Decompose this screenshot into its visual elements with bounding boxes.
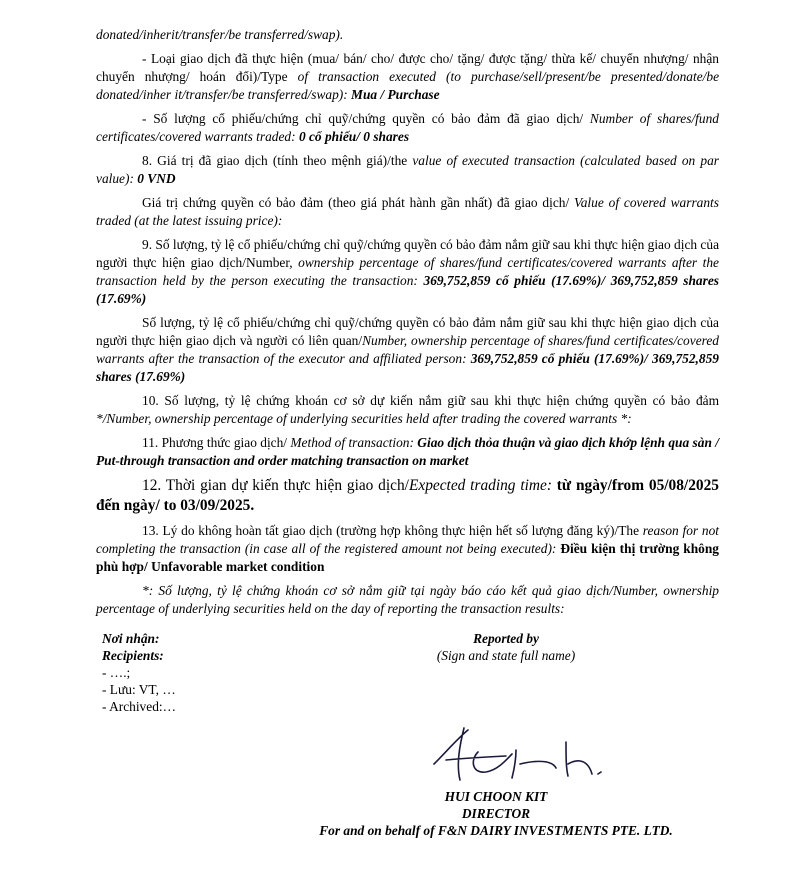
signatory-behalf: For and on behalf of F&N DAIRY INVESTMENTS PTE. LTD. xyxy=(319,823,673,838)
signatory-name: HUI CHOON KIT xyxy=(444,789,548,804)
reported-by: Reported by xyxy=(473,631,539,646)
recipient-2: - Lưu: VT, … xyxy=(102,682,176,697)
item-12-trading-time: 12. Thời gian dự kiến thực hiện giao dịch/Expected trading time: từ ngày/from 05/08/2025 đến ngày/ to 03/09/2025. xyxy=(96,477,719,514)
footnote: *: Số lượng, tỷ lệ chứng khoán cơ sở nắm giữ tại ngày báo cáo kết quả giao dịch/Number, ownership percentage of underlying securities held on the day of reporting the transaction results: xyxy=(96,583,719,616)
sign-note: (Sign and state full name) xyxy=(436,648,576,663)
signatory-title: DIRECTOR xyxy=(461,806,531,821)
recipients-block xyxy=(102,630,302,715)
transaction-type: - Loại giao dịch đã thực hiện (mua/ bán/ cho/ được cho/ tặng/ được tặng/ thừa kế/ chuyển nhượng/ nhận chuyển nhượng/ hoán đổi)/Type of transaction executed (to purchase/sell/present/be presented/donate/be donated/inher it/transfer/be transferred/swap): Mua / Purchase xyxy=(96,51,720,102)
item-13-reason: 13. Lý do không hoàn tất giao dịch (trường hợp không thực hiện hết số lượng đăng ký)/The reason for not completing the transaction (in case all of the registered amount not being executed): Điều kiện thị trường không phù hợp/ Unfavorable market condition xyxy=(96,523,719,574)
lead-line: donated/inherit/transfer/be transferred/swap). xyxy=(96,27,344,42)
recipient-3: - Archived:… xyxy=(102,699,177,714)
item-9-ownership: 9. Số lượng, tỷ lệ cổ phiếu/chứng chỉ quỹ/chứng quyền có bảo đảm nắm giữ sau khi thực hiện giao dịch của người thực hiện giao dịch/Number, ownership percentage of shares/fund certificates/covered warrants after the transaction held by the person executing the transaction: 369,752,859 cổ phiếu (17.69%)/ 369,752,859 shares (17.69%) xyxy=(96,237,720,306)
item-8-covered-warrants: Giá trị chứng quyền có bảo đảm (theo giá phát hành gần nhất) đã giao dịch/ Value of covered warrants traded (at the latest issuing price): xyxy=(96,195,719,228)
signature-icon xyxy=(416,724,616,784)
document-body xyxy=(96,26,719,624)
shares-traded: - Số lượng cổ phiếu/chứng chỉ quỹ/chứng quyền có bảo đảm đã giao dịch/ Number of shares/fund certificates/covered warrants traded: 0 cổ phiếu/ 0 shares xyxy=(96,111,719,144)
recipient-1: - ….; xyxy=(102,665,131,680)
item-9-ownership-affiliated: Số lượng, tỷ lệ cổ phiếu/chứng chỉ quỹ/chứng quyền có bảo đảm nắm giữ sau khi thực hiện giao dịch của người thực hiện giao dịch và người có liên quan/Number, ownership percentage of shares/fund certificates/covered warrants after the transaction of the executor and affiliated person: 369,752,859 cổ phiếu (17.69%)/ 369,752,859 shares (17.69%) xyxy=(96,315,719,384)
signatory-block xyxy=(276,788,716,839)
reporter-block xyxy=(356,630,656,664)
item-11-method: 11. Phương thức giao dịch/ Method of transaction: Giao dịch thỏa thuận và giao dịch khớp lệnh qua sàn / Put-through transaction and order matching transaction on market xyxy=(96,435,719,468)
recipients-vn: Nơi nhận: xyxy=(102,631,160,646)
recipients-en: Recipients: xyxy=(102,648,164,663)
item-10-underlying: 10. Số lượng, tỷ lệ chứng khoán cơ sở dự kiến nắm giữ sau khi thực hiện chứng quyền có bảo đảm */Number, ownership percentage of underlying securities held after trading the covered warrants *: xyxy=(96,393,719,426)
item-8-value: 8. Giá trị đã giao dịch (tính theo mệnh giá)/the value of executed transaction (calculated based on par value): 0 VND xyxy=(96,153,719,186)
